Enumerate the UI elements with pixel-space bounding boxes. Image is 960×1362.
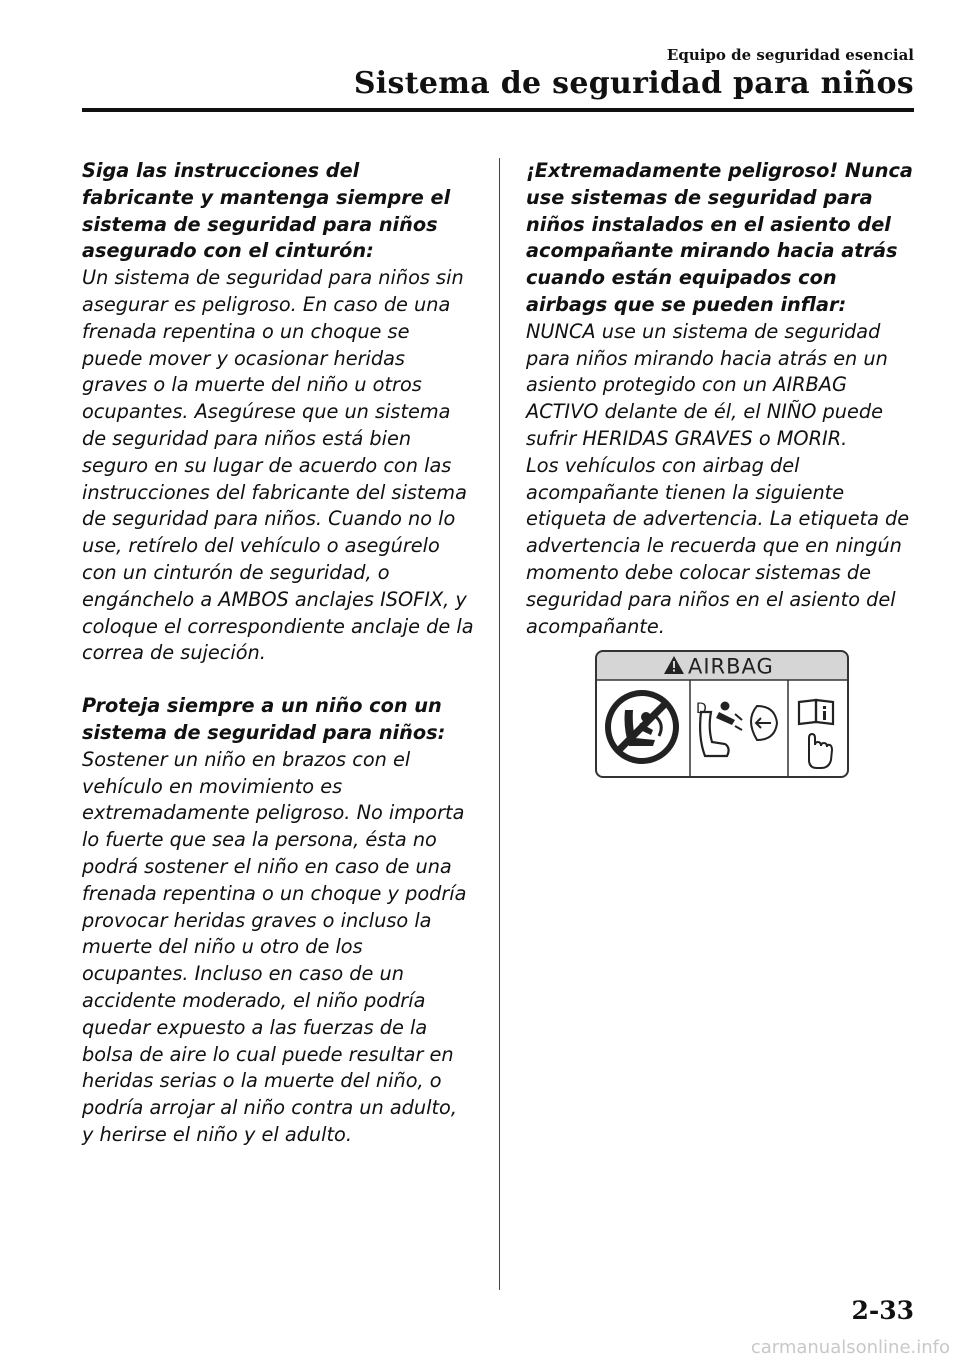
right-column [526, 158, 918, 640]
para2-body: Sostener un niño en brazos con el vehículo en movimiento es extremadamente peligroso. No importa lo fuerte que sea la persona, ésta no podrá sostener el niño en caso de una frenada repentina o un choque y podría provocar heridas graves o incluso la muerte del niño u otro de los ocupantes. Incluso en caso de un accidente moderado, el niño podría quedar expuesto a las fuerzas de la bolsa de aire lo cual puede resultar en heridas serias o la muerte del niño, o podría arrojar al niño contra un adulto, y herirse el niño y el adulto. [82, 747, 467, 1146]
page-title: Sistema de seguridad para niños [353, 66, 914, 101]
header-rule [82, 108, 914, 112]
right-body-2: Los vehículos con airbag del acompañante tienen la siguiente etiqueta de advertencia. La etiqueta de advertencia le recuerda que en ningún momento debe colocar sistemas de seguridad para niños en el asiento del acompañante. [526, 453, 910, 638]
para1-body: Un sistema de seguridad para niños sin asegurar es peligroso. En caso de una frenada repentina o un choque se puede mover y ocasionar heridas graves o la muerte del niño u otros ocupantes. Asegúrese que un sistema de seguridad para niños está bien seguro en su lugar de acuerdo con las instrucciones del fabricante del sistema de seguridad para niños. Cuando no lo use, retírelo del vehículo o asegúrelo con un cinturón de seguridad, o engánchelo a AMBOS anclajes ISOFIX, y coloque el correspondiente anclaje de la correa de sujeción. [82, 266, 474, 665]
right-body-1: NUNCA use un sistema de seguridad para niños mirando hacia atrás en un asiento protegido con un AIRBAG ACTIVO delante de él, el NIÑO puede sufrir HERIDAS GRAVES o MORIR. [526, 319, 888, 450]
airbag-warning-label [595, 650, 849, 778]
svg-text:D: D [696, 701, 707, 717]
right-heading: ¡Extremadamente peligroso! Nunca use sistemas de seguridad para niños instalados en el asiento del acompañante mirando hacia atrás cuando están equipados con airbags que se pueden inflar: [526, 159, 913, 316]
page-number: 2-33 [851, 1296, 914, 1325]
para1-heading: Siga las instrucciones del fabricante y mantenga siempre el sistema de seguridad para niños asegurado con el cinturón: [82, 159, 451, 263]
no-rear-facing-seat-icon [605, 690, 679, 764]
column-divider [499, 158, 500, 1290]
left-column [82, 158, 474, 1149]
label-title: AIRBAG [688, 654, 774, 679]
section-subtitle: Equipo de seguridad esencial [666, 46, 914, 64]
site-watermark: carmanualsonline.info [750, 1337, 950, 1358]
para2-heading: Proteja siempre a un niño con un sistema de seguridad para niños: [82, 694, 446, 744]
